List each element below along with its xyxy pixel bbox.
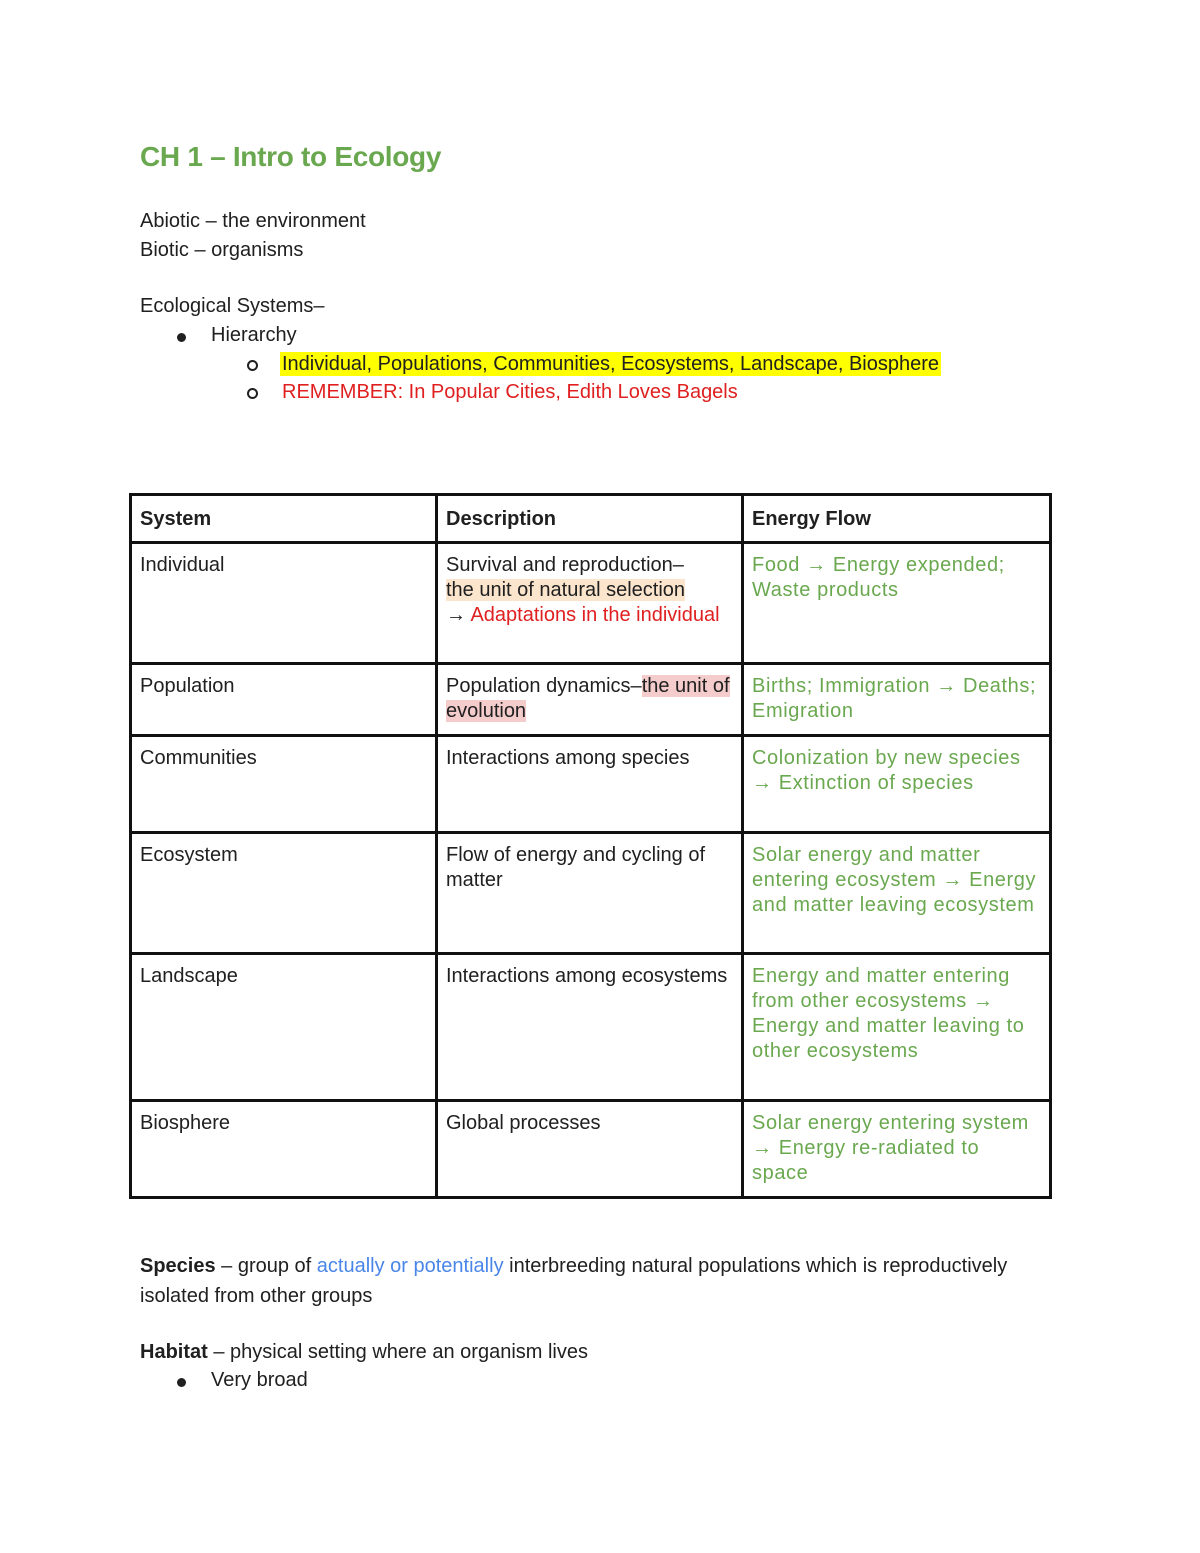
description-cell (437, 543, 743, 664)
hierarchy-levels (280, 350, 941, 378)
table-row (131, 833, 1051, 954)
bullet-circle-icon (247, 360, 258, 371)
table-row (131, 954, 1051, 1101)
species-term: Species (140, 1255, 216, 1277)
species-definition (140, 1251, 1040, 1311)
species-def-post: interbreeding natural populations which is reproductively isolated from other groups (140, 1255, 1008, 1307)
adaptations-text: Adaptations in the individual (470, 604, 720, 626)
habitat-term: Habitat (140, 1341, 208, 1363)
energy-flow-cell: Solar energy entering system → Energy re-radiated to space (743, 1101, 1051, 1198)
header-description: Description (437, 495, 743, 543)
energy-flow-cell: Colonization by new species → Extinction of species (743, 736, 1051, 833)
header-energy-flow: Energy Flow (743, 495, 1051, 543)
highlighted-phrase: the unit of evolution (446, 675, 730, 722)
table-row (131, 1101, 1051, 1198)
energy-flow-cell: Energy and matter entering from other ecosystems → Energy and matter leaving to other ecosystems (743, 954, 1051, 1101)
description-cell: Interactions among species (437, 736, 743, 833)
description-cell (437, 664, 743, 736)
system-cell: Landscape (131, 954, 437, 1101)
ecological-systems-table (129, 493, 1052, 1199)
energy-flow-cell: Births; Immigration → Deaths; Emigration (743, 664, 1051, 736)
bullet-circle-icon (247, 388, 258, 399)
energy-flow-cell: Solar energy and matter entering ecosystem → Energy and matter leaving ecosystem (743, 833, 1051, 954)
mnemonic-reminder: REMEMBER: In Popular Cities, Edith Loves Bagels (282, 381, 738, 403)
table-row (131, 543, 1051, 664)
description-cell: Global processes (437, 1101, 743, 1198)
description-cell: Flow of energy and cycling of matter (437, 833, 743, 954)
energy-flow-cell: Food → Energy expended; Waste products (743, 543, 1051, 664)
hierarchy-levels-text: Individual, Populations, Communities, Ecosystems, Landscape, Biosphere (282, 353, 940, 375)
arrow-symbol: → (446, 604, 466, 626)
species-def-emphasis: actually or potentially (316, 1255, 504, 1277)
ecological-systems-heading: Ecological Systems– (140, 295, 325, 317)
system-cell: Biosphere (131, 1101, 437, 1198)
table-header-row (131, 495, 1051, 543)
system-cell: Individual (131, 543, 437, 664)
biotic-definition: Biotic – organisms (140, 239, 304, 261)
page-title: CH 1 – Intro to Ecology (140, 141, 442, 172)
table-row (131, 736, 1051, 833)
description-cell: Interactions among ecosystems (437, 954, 743, 1101)
description-text: Population dynamics– (446, 675, 642, 697)
habitat-bullet: Very broad (211, 1369, 308, 1391)
highlighted-phrase: the unit of natural selection (446, 579, 686, 601)
table-row (131, 664, 1051, 736)
bullet-dot-icon (177, 1378, 186, 1387)
system-cell: Ecosystem (131, 833, 437, 954)
abiotic-definition: Abiotic – the environment (140, 210, 366, 232)
system-cell: Population (131, 664, 437, 736)
habitat-def-text: – physical setting where an organism lives (207, 1341, 588, 1363)
species-def-pre: – group of (215, 1255, 317, 1277)
description-text: Survival and reproduction– (446, 554, 684, 576)
header-system: System (131, 495, 437, 543)
system-cell: Communities (131, 736, 437, 833)
bullet-dot-icon (177, 333, 186, 342)
habitat-definition (140, 1337, 1040, 1367)
hierarchy-bullet: Hierarchy (211, 324, 297, 346)
